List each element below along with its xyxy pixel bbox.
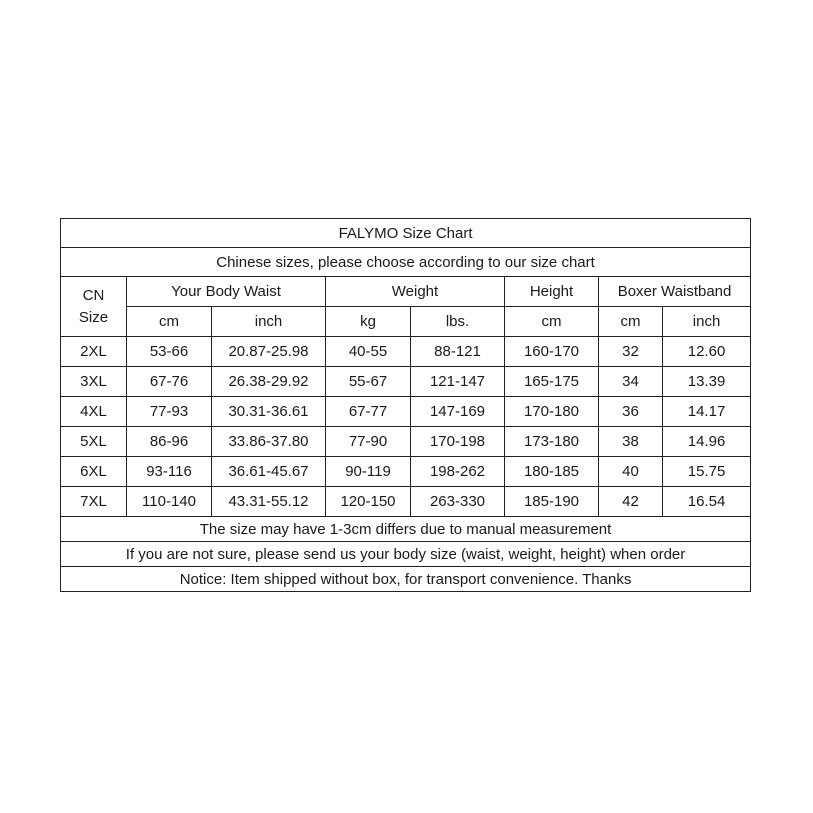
table-cell: 15.75 — [663, 457, 751, 487]
note-row — [61, 542, 751, 567]
table-cell: 16.54 — [663, 487, 751, 517]
table-cell: 14.17 — [663, 397, 751, 427]
header-weight: Weight — [326, 277, 505, 307]
table-cell: 90-119 — [326, 457, 411, 487]
table-cell: 110-140 — [127, 487, 212, 517]
table-cell: 86-96 — [127, 427, 212, 457]
table-cell: 173-180 — [505, 427, 599, 457]
table-cell: 32 — [599, 337, 663, 367]
note-shipping: Notice: Item shipped without box, for transport convenience. Thanks — [61, 567, 751, 592]
table-cell: 33.86-37.80 — [212, 427, 326, 457]
table-cell: 121-147 — [411, 367, 505, 397]
table-cell: 40-55 — [326, 337, 411, 367]
table-cell: 43.31-55.12 — [212, 487, 326, 517]
table-cell: 120-150 — [326, 487, 411, 517]
table-cell: 263-330 — [411, 487, 505, 517]
table-row — [61, 367, 751, 397]
unit-cell: cm — [599, 307, 663, 337]
table-cell: 36.61-45.67 — [212, 457, 326, 487]
table-row — [61, 457, 751, 487]
table-cell: 36 — [599, 397, 663, 427]
table-cell: 53-66 — [127, 337, 212, 367]
note-body-size: If you are not sure, please send us your body size (waist, weight, height) when order — [61, 542, 751, 567]
table-cell: 88-121 — [411, 337, 505, 367]
table-row — [61, 337, 751, 367]
table-cell: 77-90 — [326, 427, 411, 457]
unit-cell: kg — [326, 307, 411, 337]
table-cell: 14.96 — [663, 427, 751, 457]
unit-cell: inch — [663, 307, 751, 337]
size-cell: 6XL — [61, 457, 127, 487]
table-cell: 77-93 — [127, 397, 212, 427]
table-cell: 38 — [599, 427, 663, 457]
chart-subtitle: Chinese sizes, please choose according to our size chart — [61, 248, 751, 277]
unit-row — [61, 307, 751, 337]
size-cell: 7XL — [61, 487, 127, 517]
unit-cell: cm — [127, 307, 212, 337]
table-cell: 170-180 — [505, 397, 599, 427]
table-cell: 55-67 — [326, 367, 411, 397]
table-cell: 185-190 — [505, 487, 599, 517]
table-cell: 12.60 — [663, 337, 751, 367]
note-row — [61, 567, 751, 592]
size-chart-table — [60, 218, 751, 592]
note-measurement: The size may have 1-3cm differs due to manual measurement — [61, 517, 751, 542]
unit-cell: inch — [212, 307, 326, 337]
table-cell: 198-262 — [411, 457, 505, 487]
unit-cell: cm — [505, 307, 599, 337]
table-cell: 67-77 — [326, 397, 411, 427]
size-cell: 5XL — [61, 427, 127, 457]
table-cell: 93-116 — [127, 457, 212, 487]
table-cell: 165-175 — [505, 367, 599, 397]
table-cell: 67-76 — [127, 367, 212, 397]
table-cell: 34 — [599, 367, 663, 397]
table-row — [61, 427, 751, 457]
note-row — [61, 517, 751, 542]
title-row — [61, 219, 751, 248]
header-cn-size-line1: CN — [82, 286, 105, 304]
size-cell: 3XL — [61, 367, 127, 397]
chart-title: FALYMO Size Chart — [61, 219, 751, 248]
table-cell: 42 — [599, 487, 663, 517]
table-row — [61, 487, 751, 517]
table-cell: 40 — [599, 457, 663, 487]
header-row — [61, 277, 751, 307]
table-cell: 170-198 — [411, 427, 505, 457]
size-cell: 2XL — [61, 337, 127, 367]
header-cn-size-line2: Size — [78, 308, 109, 326]
table-cell: 13.39 — [663, 367, 751, 397]
table-cell: 147-169 — [411, 397, 505, 427]
table-cell: 160-170 — [505, 337, 599, 367]
header-cn-size — [61, 277, 127, 337]
table-cell: 180-185 — [505, 457, 599, 487]
subtitle-row — [61, 248, 751, 277]
table-row — [61, 397, 751, 427]
size-cell: 4XL — [61, 397, 127, 427]
table-cell: 30.31-36.61 — [212, 397, 326, 427]
header-waist: Your Body Waist — [127, 277, 326, 307]
header-height: Height — [505, 277, 599, 307]
unit-cell: lbs. — [411, 307, 505, 337]
table-cell: 20.87-25.98 — [212, 337, 326, 367]
header-boxer-waistband: Boxer Waistband — [599, 277, 751, 307]
table-cell: 26.38-29.92 — [212, 367, 326, 397]
